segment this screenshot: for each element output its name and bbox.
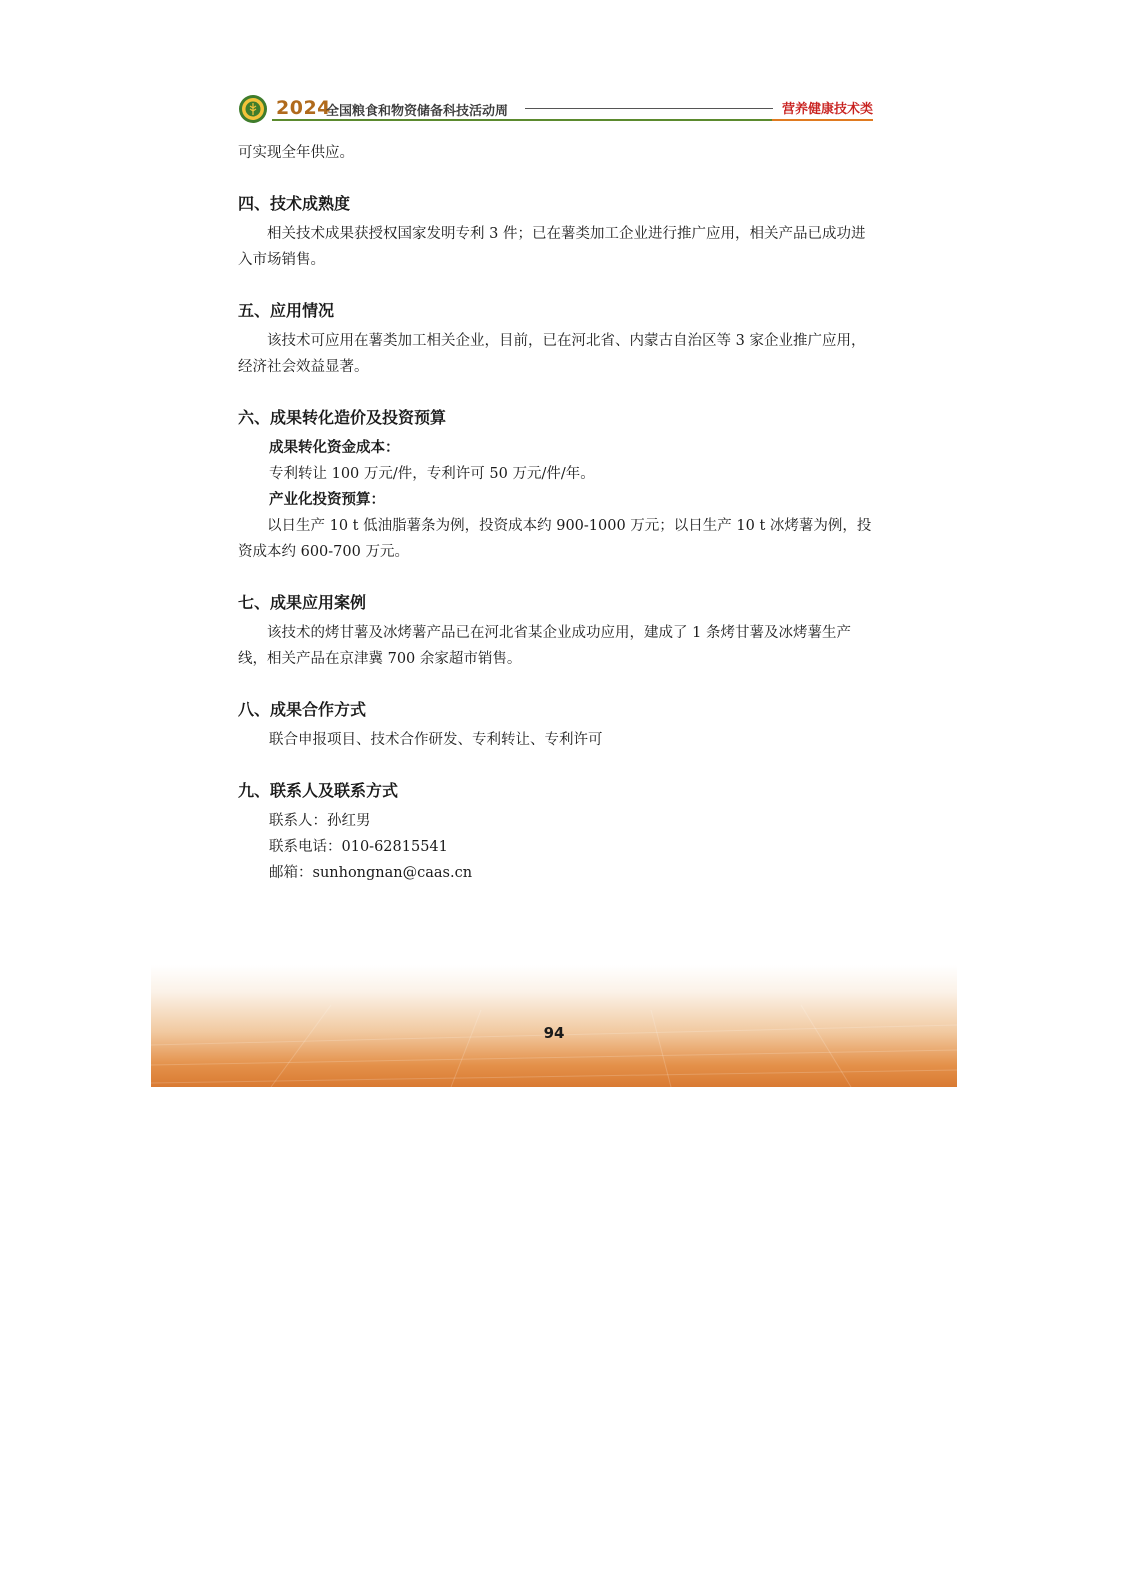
section-title-application: 五、应用情况 <box>238 301 335 320</box>
wheat-emblem-icon <box>238 94 268 124</box>
page-number: 94 <box>543 1024 565 1042</box>
section-body-application: 该技术可应用在薯类加工相关企业，目前，已在河北省、内蒙古自治区等 3 家企业推广应用，经济社会效益显著。 <box>238 333 866 375</box>
section-title-cases: 七、成果应用案例 <box>238 593 367 612</box>
section-title-contact: 九、联系人及联系方式 <box>238 781 399 800</box>
header-year: 2024 <box>276 97 331 119</box>
contact-phone: 联系电话：010-62815541 <box>269 839 448 855</box>
header-rule-green <box>272 119 772 121</box>
header-divider <box>525 108 773 109</box>
document-body <box>238 140 874 886</box>
section-body-cases: 该技术的烤甘薯及冰烤薯产品已在河北省某企业成功应用，建成了 1 条烤甘薯及冰烤薯生产线，相关产品在京津冀 700 余家超市销售。 <box>238 625 851 667</box>
invest-text: 以日生产 10 t 低油脂薯条为例，投资成本约 900-1000 万元；以日生产 10 t 冰烤薯为例，投资成本约 600-700 万元。 <box>238 518 872 560</box>
section-title-maturity: 四、技术成熟度 <box>238 194 351 213</box>
section-title-investment: 六、成果转化造价及投资预算 <box>238 408 447 427</box>
page-header <box>238 92 873 126</box>
invest-label: 产业化投资预算： <box>269 491 385 508</box>
cost-text: 专利转让 100 万元/件，专利许可 50 万元/件/年。 <box>269 466 595 482</box>
cost-label: 成果转化资金成本： <box>269 439 400 456</box>
contact-email: 邮箱：sunhongnan@caas.cn <box>269 865 473 881</box>
header-event-title: 全国粮食和物资储备科技活动周 <box>326 104 509 119</box>
header-category: 营养健康技术类 <box>781 102 873 117</box>
contact-person: 联系人：孙红男 <box>269 813 371 829</box>
header-rule-orange <box>772 119 873 121</box>
section-title-cooperation: 八、成果合作方式 <box>238 700 367 719</box>
intro-tail: 可实现全年供应。 <box>238 145 354 161</box>
section-body-maturity: 相关技术成果获授权国家发明专利 3 件；已在薯类加工企业进行推广应用，相关产品已成功进入市场销售。 <box>238 226 866 268</box>
footer-band <box>151 965 957 1087</box>
section-body-cooperation: 联合申报项目、技术合作研发、专利转让、专利许可 <box>269 732 603 748</box>
